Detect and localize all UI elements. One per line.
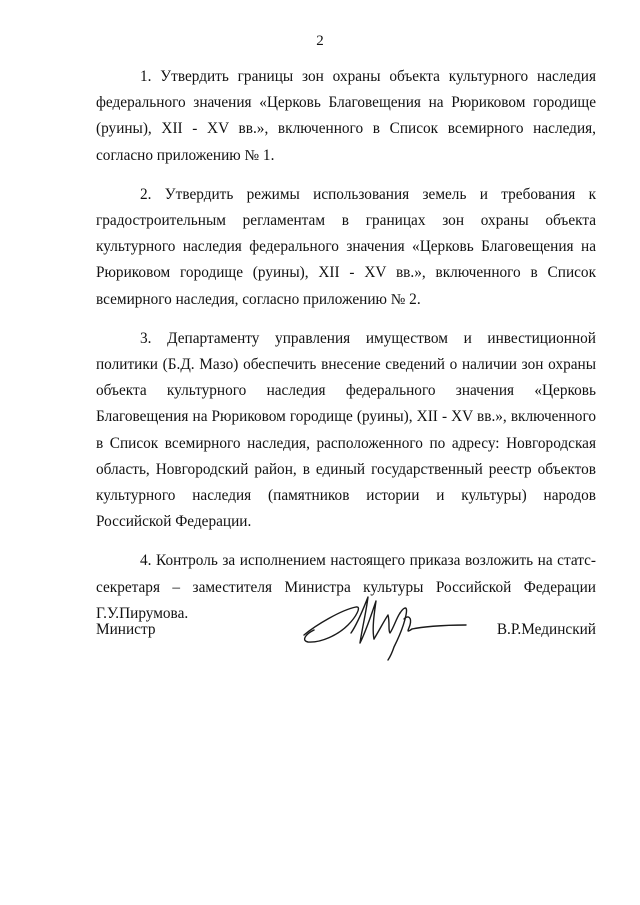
signatory-title: Министр — [96, 621, 156, 638]
paragraph-1: 1. Утвердить границы зон охраны объекта культурного наследия федерального значения «Церковь Благовещения на Рюриковом городище (руины), XII - XV вв.», включенного в Список всемирного наследия, согласно приложению № 1. — [96, 68, 596, 164]
document-body — [96, 64, 596, 640]
handwritten-signature — [296, 585, 471, 665]
signatory-name: В.Р.Мединский — [496, 621, 596, 638]
paragraph-4: 4. Контроль за исполнением настоящего приказа возложить на статс-секретаря – заместителя Министра культуры Российской Федерации Г.У.Пирумова. — [96, 552, 596, 622]
signature-block — [96, 585, 596, 675]
page-number: 2 — [316, 33, 324, 49]
paragraph-3: 3. Департаменту управления имуществом и инвестиционной политики (Б.Д. Мазо) обеспечить внесение сведений о наличии зон охраны объекта культурного наследия федерального значения «Церковь Благовещения на Рюриковом городище (руины), XII - XV вв.», включенного в Список всемирного наследия, расположенного по адресу: Новгородская область, Новгородский район, в единый государственный реестр объектов культурного наследия (памятников истории и культуры) народов Российской Федерации. — [96, 329, 596, 531]
paragraph-2: 2. Утвердить режимы использования земель и требования к градостроительным регламентам в границах зон охраны объекта культурного наследия федерального значения «Церковь Благовещения на Рюриковом городище (руины), XII - XV вв.», включенного в Список всемирного наследия, согласно приложению № 2. — [96, 185, 596, 308]
